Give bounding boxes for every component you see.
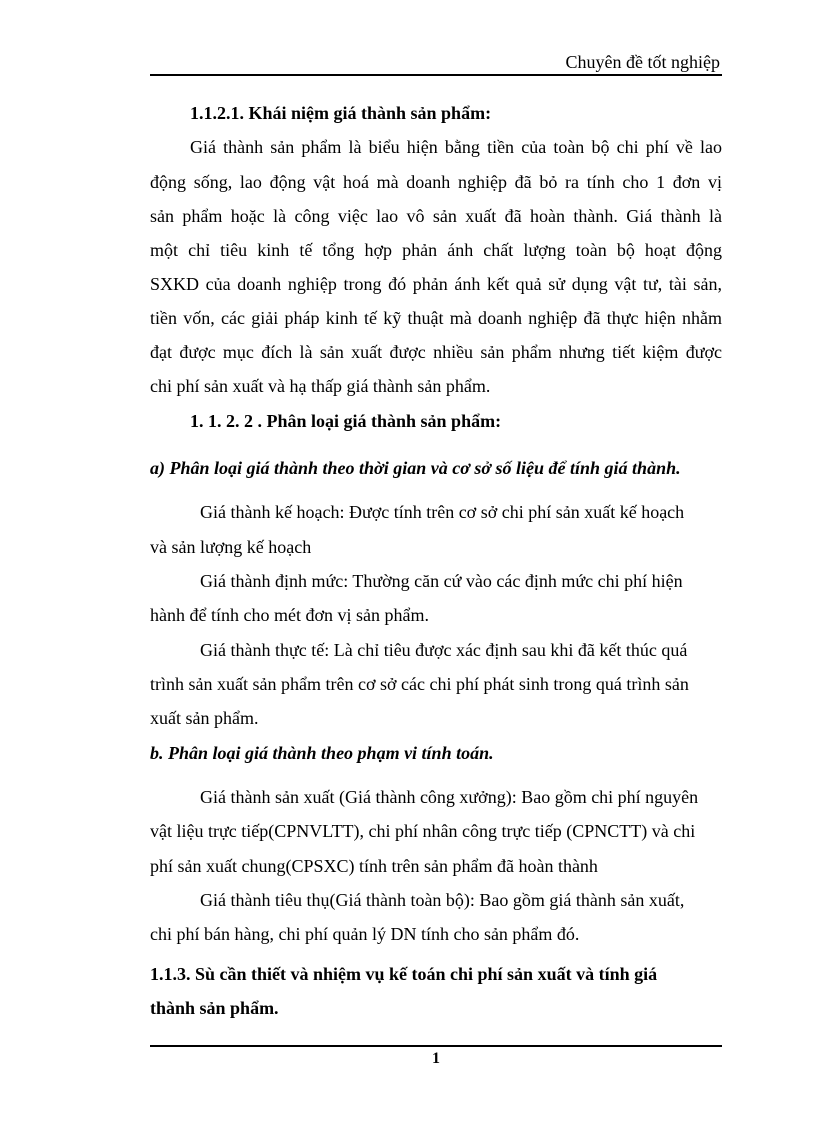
paragraph-line: tiền vốn, các giải pháp kinh tế kỹ thuật mà doanh nghiệp đã thực hiện nhằm	[150, 308, 722, 328]
paragraph-line: Giá thành tiêu thụ(Giá thành toàn bộ): Bao gồm giá thành sản xuất,	[200, 890, 685, 910]
paragraph-line: vật liệu trực tiếp(CPNVLTT), chi phí nhân công trực tiếp (CPNCTT) và chi	[150, 821, 696, 841]
section-heading-113: 1.1.3. Sù cần thiết và nhiệm vụ kế toán chi phí sản xuất và tính giá	[150, 964, 658, 984]
paragraph-line: SXKD của doanh nghiệp trong đó phản ánh kết quả sử dụng vật tư, tài sản,	[150, 274, 722, 294]
paragraph-line: phí sản xuất chung(CPSXC) tính trên sản phẩm đã hoàn thành	[150, 856, 598, 876]
section-heading-1122: 1. 1. 2. 2 . Phân loại giá thành sản phẩm:	[190, 411, 502, 431]
paragraph-line: hành để tính cho mét đơn vị sản phẩm.	[150, 605, 429, 625]
paragraph-line: đạt được mục đích là sản xuất được nhiều sản phẩm nhưng tiết kiệm được	[150, 342, 722, 362]
paragraph-line: sản phẩm hoặc là công việc lao vô sản xuất đã hoàn thành. Giá thành là	[150, 206, 722, 226]
subheading-a-text: a) Phân loại giá thành theo thời gian và cơ sở số liệu để tính giá thành.	[150, 458, 681, 478]
paragraph-line: chi phí bán hàng, chi phí quản lý DN tính cho sản phẩm đó.	[150, 924, 580, 944]
page-number: 1	[432, 1050, 440, 1067]
paragraph-line: chi phí sản xuất và hạ thấp giá thành sản phẩm.	[150, 376, 491, 396]
paragraph-line: Giá thành định mức: Thường căn cứ vào các định mức chi phí hiện	[200, 571, 683, 591]
paragraph-line: Giá thành sản phẩm là biểu hiện bằng tiền của toàn bộ chi phí về lao	[190, 137, 722, 157]
page-header-title: Chuyên đề tốt nghiệp	[565, 52, 720, 72]
paragraph-line: Giá thành thực tế: Là chỉ tiêu được xác định sau khi đã kết thúc quá	[200, 640, 688, 660]
paragraph-line: và sản lượng kế hoạch	[150, 537, 312, 557]
paragraph-line: Giá thành sản xuất (Giá thành công xưởng): Bao gồm chi phí nguyên	[200, 787, 699, 807]
section-heading-113-cont: thành sản phẩm.	[150, 998, 279, 1018]
subheading-b: b. Phân loại giá thành theo phạm vi tính toán.	[150, 743, 494, 763]
paragraph-line: xuất sản phẩm.	[150, 708, 259, 728]
paragraph-line: Giá thành kế hoạch: Được tính trên cơ sở chi phí sản xuất kế hoạch	[200, 502, 685, 522]
subheading-a	[150, 458, 681, 479]
footer-rule	[150, 1045, 722, 1047]
paragraph-line: động sống, lao động vật hoá mà doanh nghiệp đã bỏ ra tính cho 1 đơn vị	[150, 172, 722, 192]
paragraph-line: một chỉ tiêu kinh tế tổng hợp phản ánh chất lượng toàn bộ hoạt động	[150, 240, 722, 260]
header-rule	[150, 74, 722, 76]
section-heading-1121: 1.1.2.1. Khái niệm giá thành sản phẩm:	[190, 103, 492, 123]
paragraph-line: trình sản xuất sản phẩm trên cơ sở các chi phí phát sinh trong quá trình sản	[150, 674, 689, 694]
